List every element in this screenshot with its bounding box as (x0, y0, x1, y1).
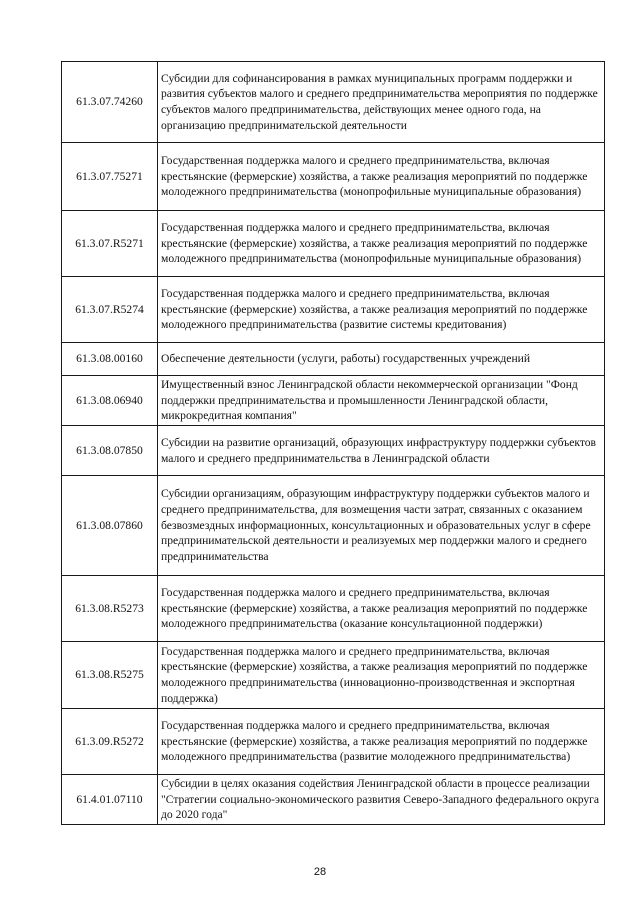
code-cell: 61.3.08.R5275 (62, 642, 158, 709)
description-cell: Субсидии организациям, образующим инфраструктуру поддержки субъектов малого и среднего предпринимательства, для возмещения части затрат, связанных с оказанием безвозмездных информационных, консультационных и образовательных услуг в сфере предпринимательской деятельности и реализуемых мер поддержки малого и среднего предпринимательства (158, 476, 605, 576)
description-cell: Имущественный взнос Ленинградской области некоммерческой организации "Фонд поддержки предпринимательства и промышленности Ленинградской области, микрокредитная компания" (158, 376, 605, 426)
code-cell: 61.3.08.07860 (62, 476, 158, 576)
code-cell: 61.3.07.R5274 (62, 277, 158, 343)
budget-codes-table (61, 61, 605, 825)
description-cell: Государственная поддержка малого и среднего предпринимательства, включая крестьянские (фермерские) хозяйства, а также реализация мероприятий по поддержке молодежного предпринимательства (монопрофильные муниципальные образования) (158, 143, 605, 211)
table-row (62, 376, 605, 426)
code-cell: 61.3.08.06940 (62, 376, 158, 426)
table-row (62, 642, 605, 709)
table-row (62, 277, 605, 343)
code-cell: 61.3.07.R5271 (62, 211, 158, 277)
table-body (62, 62, 605, 825)
code-cell: 61.3.09.R5272 (62, 709, 158, 775)
table-row (62, 709, 605, 775)
description-cell: Субсидии для софинансирования в рамках муниципальных программ поддержки и развития субъектов малого и среднего предпринимательства мероприятия по поддержке субъектов малого предпринимательства, действующих менее одного года, на организацию предпринимательской деятельности (158, 62, 605, 143)
table-row (62, 62, 605, 143)
description-cell: Государственная поддержка малого и среднего предпринимательства, включая крестьянские (фермерские) хозяйства, а также реализация мероприятий по поддержке молодежного предпринимательства (инновационно-производственная и экспортная поддержка) (158, 642, 605, 709)
description-cell: Государственная поддержка малого и среднего предпринимательства, включая крестьянские (фермерские) хозяйства, а также реализация мероприятий по поддержке молодежного предпринимательства (монопрофильные муниципальные образования) (158, 211, 605, 277)
table-row (62, 211, 605, 277)
code-cell: 61.3.08.00160 (62, 343, 158, 376)
table-row (62, 576, 605, 642)
table-row (62, 775, 605, 825)
table-row (62, 143, 605, 211)
description-cell: Обеспечение деятельности (услуги, работы) государственных учреждений (158, 343, 605, 376)
description-cell: Государственная поддержка малого и среднего предпринимательства, включая крестьянские (фермерские) хозяйства, а также реализация мероприятий по поддержке молодежного предпринимательства (развитие молодежного предпринимательства) (158, 709, 605, 775)
code-cell: 61.3.08.07850 (62, 426, 158, 476)
table-row (62, 343, 605, 376)
description-cell: Субсидии на развитие организаций, образующих инфраструктуру поддержки субъектов малого и среднего предпринимательства в Ленинградской области (158, 426, 605, 476)
page-number: 28 (313, 866, 327, 878)
table-row (62, 426, 605, 476)
code-cell: 61.3.07.75271 (62, 143, 158, 211)
description-cell: Государственная поддержка малого и среднего предпринимательства, включая крестьянские (фермерские) хозяйства, а также реализация мероприятий по поддержке молодежного предпринимательства (оказание консультационной поддержки) (158, 576, 605, 642)
table-row (62, 476, 605, 576)
description-cell: Субсидии в целях оказания содействия Ленинградской области в процессе реализации "Стратегии социально-экономического развития Северо-Западного федерального округа до 2020 года" (158, 775, 605, 825)
code-cell: 61.3.08.R5273 (62, 576, 158, 642)
code-cell: 61.3.07.74260 (62, 62, 158, 143)
code-cell: 61.4.01.07110 (62, 775, 158, 825)
description-cell: Государственная поддержка малого и среднего предпринимательства, включая крестьянские (фермерские) хозяйства, а также реализация мероприятий по поддержке молодежного предпринимательства (развитие системы кредитования) (158, 277, 605, 343)
